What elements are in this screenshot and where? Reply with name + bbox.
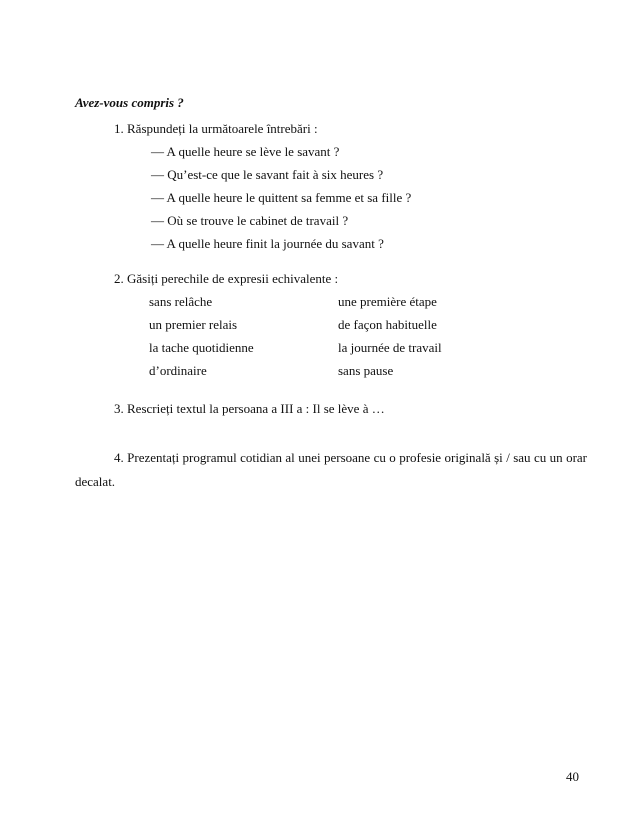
expression-right: une première étape [338,294,437,309]
expression-left: d’ordinaire [149,363,207,378]
expression-left: sans relâche [149,294,213,309]
section-title: Avez-vous compris ? [75,95,184,110]
question-item: — Où se trouve le cabinet de travail ? [151,213,349,228]
exercise-4-paragraph: 4. Prezentați programul cotidian al unei persoane cu o profesie originală și / sau cu un orar decalat. [75,450,587,489]
exercise-1-label: 1. Răspundeți la următoarele întrebări : [114,121,318,136]
expression-right: de façon habituelle [338,317,437,332]
question-item: — Qu’est-ce que le savant fait à six heures ? [151,167,384,182]
question-item: — A quelle heure finit la journée du savant ? [151,236,384,251]
expression-right: sans pause [338,363,394,378]
exercise-2-label: 2. Găsiți perechile de expresii echivalente : [114,271,339,286]
expression-left: la tache quotidienne [149,340,254,355]
question-item: — A quelle heure le quittent sa femme et sa fille ? [151,190,412,205]
page-number: 40 [566,769,579,784]
expression-right: la journée de travail [338,340,442,355]
expression-left: un premier relais [149,317,238,332]
question-item: — A quelle heure se lève le savant ? [151,144,340,159]
exercise-3-label: 3. Rescrieți textul la persoana a III a : Il se lève à … [114,401,385,416]
